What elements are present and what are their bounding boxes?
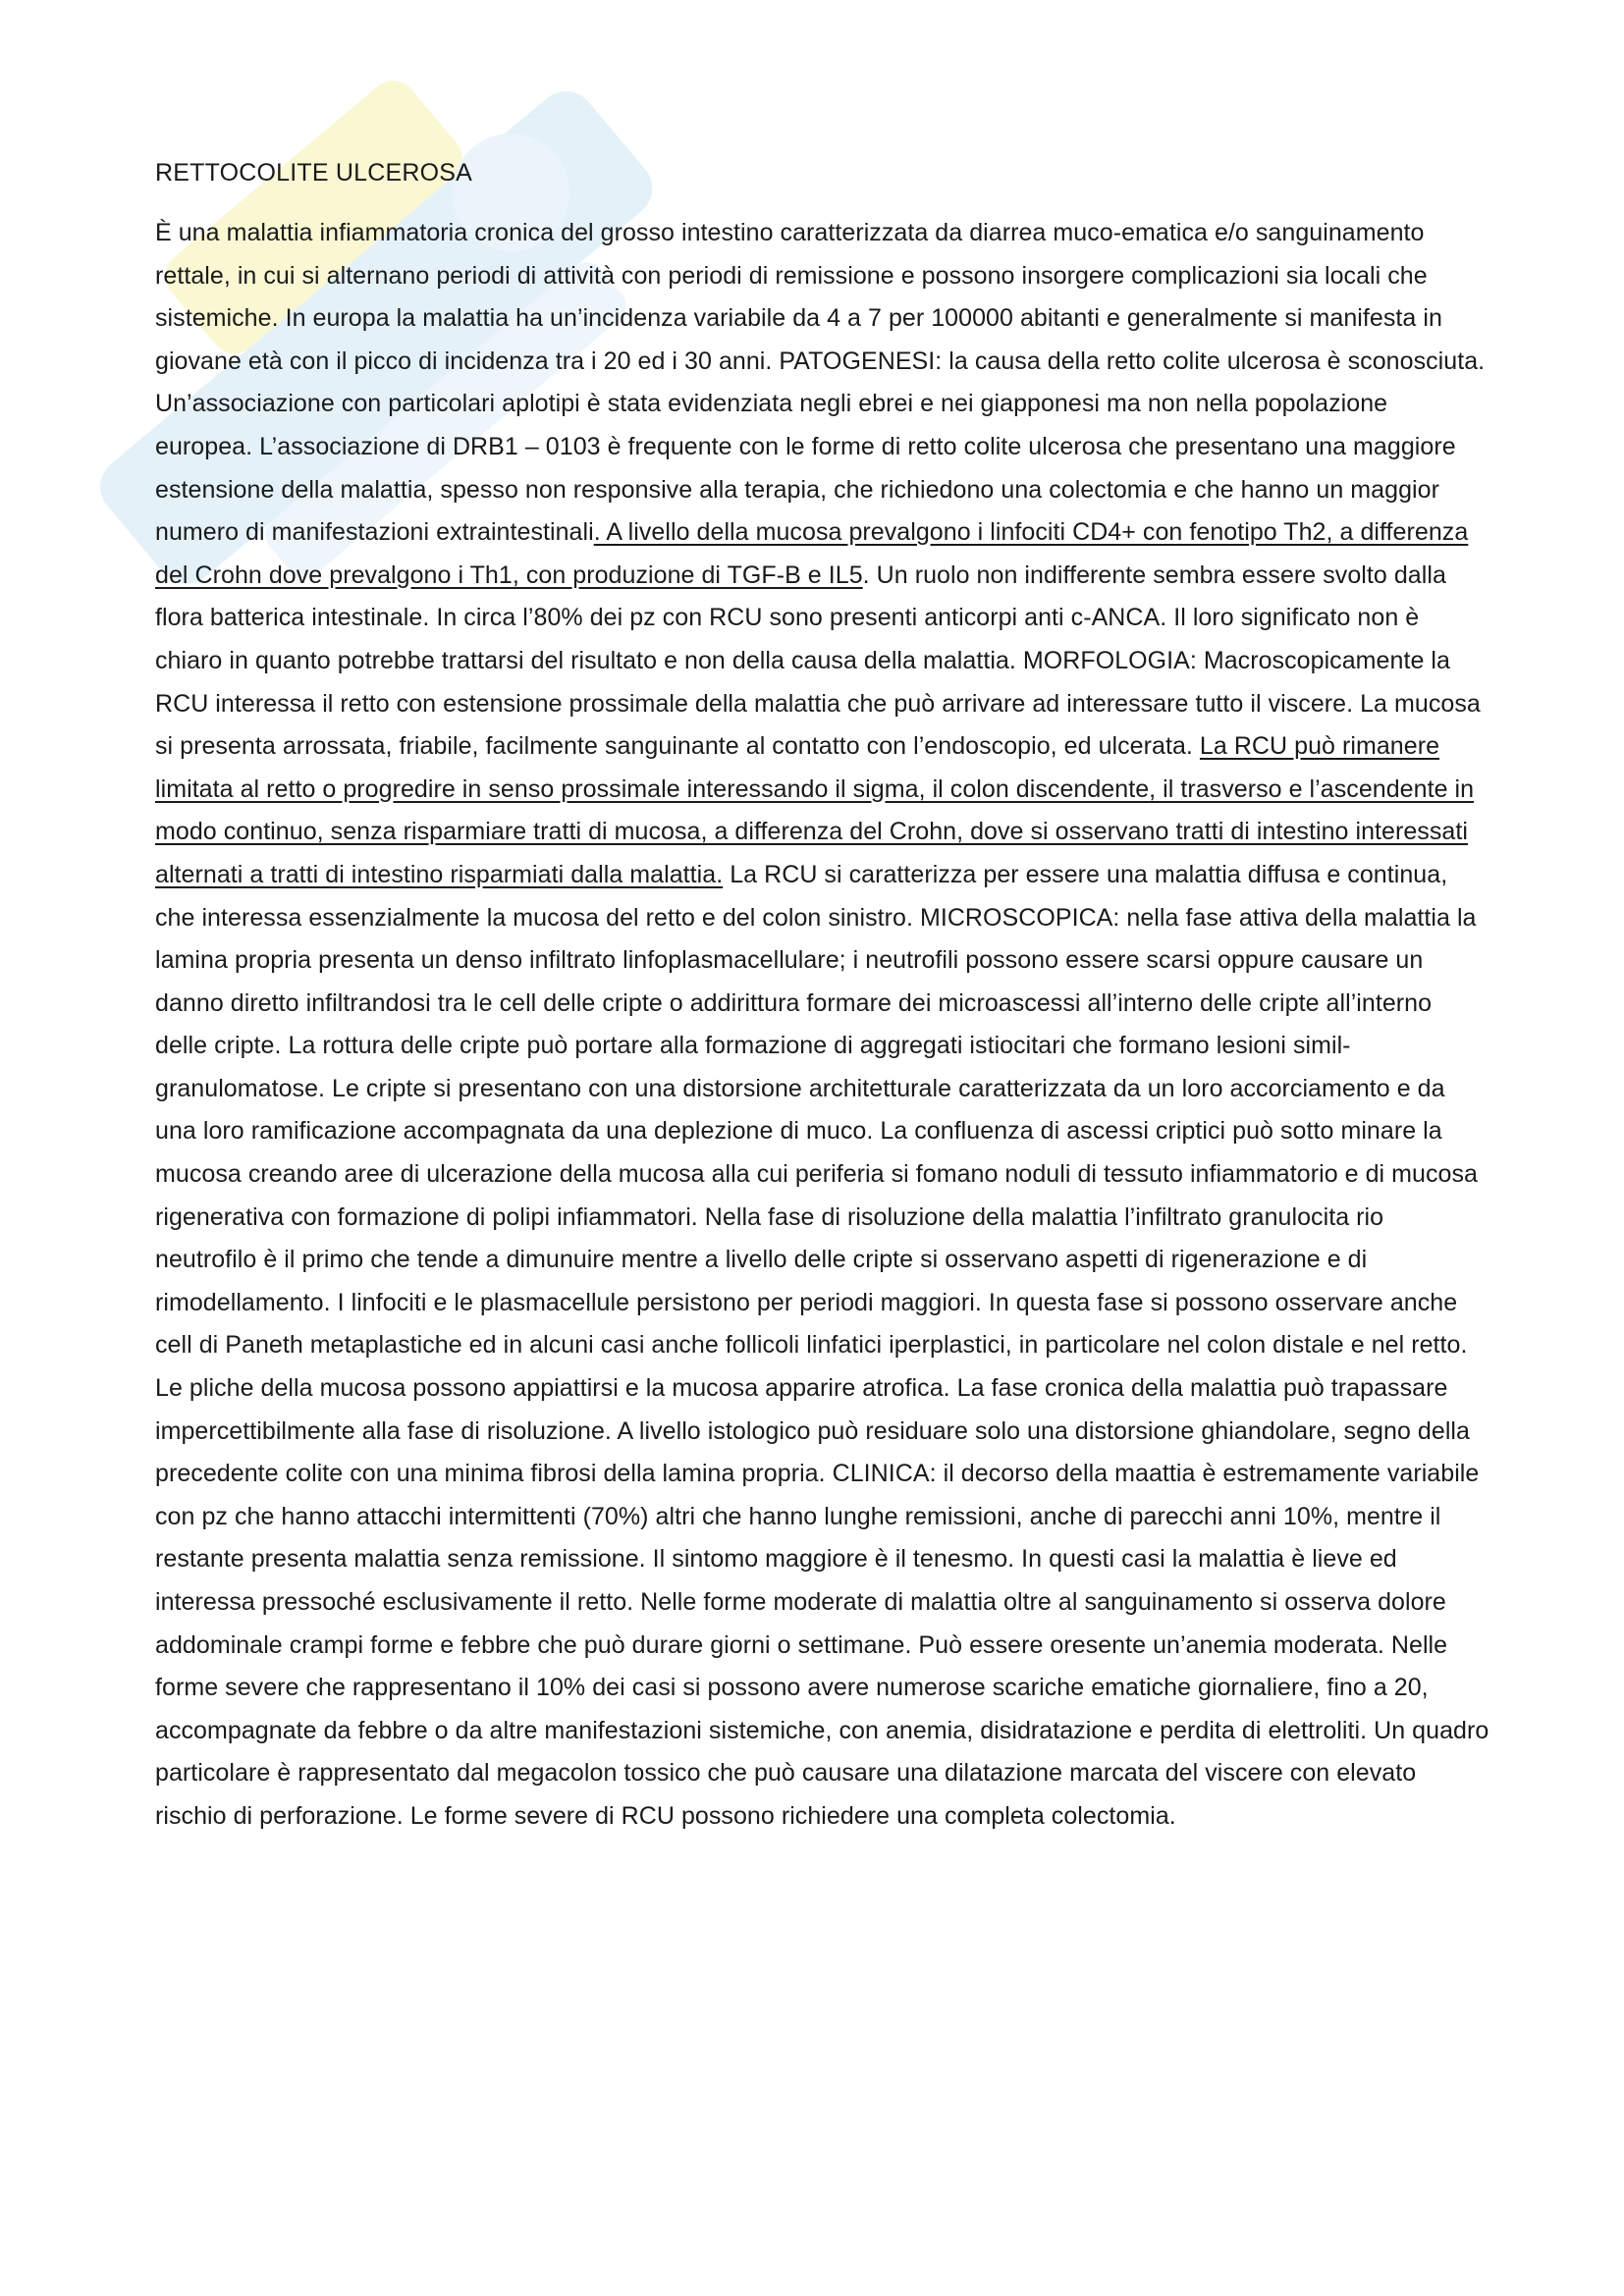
body-text-underlined: . A livello della mucosa prevalgono i linfociti CD4+ con fenotipo Th2, a differenza del Crohn dove prevalgono i Th1, con produzione di TGF-B e IL5: [155, 518, 1469, 589]
document-body: [155, 212, 1490, 1839]
document-page: [155, 155, 1490, 1839]
body-text-part: . Un ruolo non indifferente sembra essere svolto dalla flora batterica intestinale. In circa l’80% dei pz con RCU sono presenti anticorpi anti c-ANCA. Il loro significato non è chiaro in quanto potrebbe trattarsi del risultato e non della causa della malattia. MORFOLOGIA: Macroscopicamente la RCU interessa il retto con estensione prossimale della malattia che può arrivare ad interessare tutto il viscere. La mucosa si presenta arrossata, friabile, facilmente sanguinante al contatto con l’endoscopio, ed ulcerata.: [155, 561, 1481, 761]
document-title: RETTOCOLITE ULCEROSA: [155, 159, 473, 187]
body-text-part: È una malattia infiammatoria cronica del grosso intestino caratterizzata da diarrea muco-ematica e/o sanguinamento rettale, in cui si alternano periodi di attività con periodi di remissione e possono insorgere complicazioni sia locali che sistemiche. In europa la malattia ha un’incidenza variabile da 4 a 7 per 100000 abitanti e generalmente si manifesta in giovane età con il picco di incidenza tra i 20 ed i 30 anni. PATOGENESI: la causa della retto colite ulcerosa è sconosciuta. Un’associazione con particolari aplotipi è stata evidenziata negli ebrei e nei giapponesi ma non nella popolazione europea. L’associazione di DRB1 – 0103 è frequente con le forme di retto colite ulcerosa che presentano una maggiore estensione della malattia, spesso non responsive alla terapia, che richiedono una colectomia e che hanno un maggior numero di manifestazioni extraintestinali: [155, 219, 1486, 547]
body-text-underlined: La RCU può rimanere limitata al retto o progredire in senso prossimale interessando il sigma, il colon discendente, il trasverso e l’ascendente in modo continuo, senza risparmiare tratti di mucosa, a differenza del Crohn, dove si osservano tratti di intestino interessati alternati a tratti di intestino risparmiati dalla malattia.: [155, 732, 1475, 888]
body-text-part: La RCU si caratterizza per essere una malattia diffusa e continua, che interessa essenzialmente la mucosa del retto e del colon sinistro. MICROSCOPICA: nella fase attiva della malattia la lamina propria presenta un denso infiltrato linfoplasmacellulare; i neutrofili possono essere scarsi oppure causare un danno diretto infiltrandosi tra le cell delle cripte o addirittura formare dei microascessi all’interno delle cripte all’interno delle cripte. La rottura delle cripte può portare alla formazione di aggregati istiocitari che formano lesioni simil-granulomatose. Le cripte si presentano con una distorsione architetturale caratterizzata da un loro accorciamento e da una loro ramificazione accompagnata da una deplezione di muco. La confluenza di ascessi criptici può sotto minare la mucosa creando aree di ulcerazione della mucosa alla cui periferia si fomano noduli di tessuto infiammatorio e di mucosa rigenerativa con formazione di polipi infiammatori. Nella fase di risoluzione della malattia l’infiltrato granulocita rio neutrofilo è il primo che tende a dimunuire mentre a livello delle cripte si osservano aspetti di rigenerazione e di rimodellamento. I linfociti e le plasmacellule persistono per periodi maggiori. In questa fase si possono osservare anche cell di Paneth metaplastiche ed in alcuni casi anche follicoli linfatici iperplastici, in particolare nel colon distale e nel retto. Le pliche della mucosa possono appiattirsi e la mucosa apparire atrofica. La fase cronica della malattia può trapassare impercettibilmente alla fase di risoluzione. A livello istologico può residuare solo una distorsione ghiandolare, segno della precedente colite con una minima fibrosi della lamina propria. CLINICA: il decorso della maattia è estremamente variabile con pz che hanno attacchi intermittenti (70%) altri che hanno lunghe remissioni, anche di parecchi anni 10%, mentre il restante presenta malattia senza remissione. Il sintomo maggiore è il tenesmo. In questi casi la malattia è lieve ed interessa pressoché esclusivamente il retto. Nelle forme moderate di malattia oltre al sanguinamento si osserva dolore addominale crampi forme e febbre che può durare giorni o settimane. Può essere oresente un’anemia moderata. Nelle forme severe che rappresentano il 10% dei casi si possono avere numerose scariche ematiche giornaliere, fino a 20, accompagnate da febbre o da altre manifestazioni sistemiche, con anemia, disidratazione e perdita di elettroliti. Un quadro particolare è rappresentato dal megacolon tossico che può causare una dilatazione marcata del viscere con elevato rischio di perforazione. Le forme severe di RCU possono richiedere una completa colectomia.: [155, 860, 1489, 1830]
